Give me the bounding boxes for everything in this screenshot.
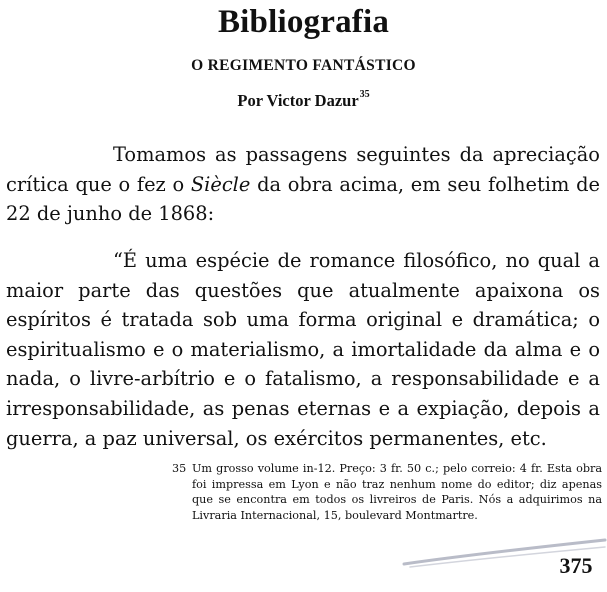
newspaper-name: Siècle bbox=[190, 172, 251, 196]
footnote-reference: 35 bbox=[359, 88, 370, 100]
paragraph-intro-start: Tomamos as passagens seguintes da apreciação crítica que o fez o bbox=[6, 143, 600, 196]
paragraph-intro bbox=[6, 140, 600, 229]
footnote-number: 35 bbox=[172, 462, 187, 475]
page-title: Bibliografia bbox=[217, 4, 390, 40]
paragraph-quote bbox=[6, 246, 600, 453]
paragraph-intro-end: da obra acima, em seu folhetim de 22 de junho de 1868: bbox=[6, 172, 600, 226]
author-name: Por Victor Dazur bbox=[237, 91, 359, 110]
author-line bbox=[0, 88, 607, 111]
footnote-text: Um grosso volume in-12. Preço: 3 fr. 50 c.; pelo correio: 4 fr. Esta obra foi impressa em Lyon e não traz nenhum nome do editor; diz apenas que se encontra em todos os livreiros de Paris. Nós a adquirimos na Livraria Internacional, 15, boulevard Montmartre. bbox=[192, 462, 602, 522]
work-title: O REGIMENTO FANTÁSTICO bbox=[191, 57, 416, 74]
footnote bbox=[172, 461, 602, 523]
quote-text: “É uma espécie de romance filosófico, no qual a maior parte das questões que atualmente apaixona os espíritos é tratada sob uma forma original e dramática; o espiritualismo e o materialismo, a imortalidade da alma e o nada, o livre-arbítrio e o fatalismo, a responsabilidade e a irresponsabilidade, as penas eternas e a expiação, depois a guerra, a paz universal, os exércitos permanentes, etc. bbox=[6, 249, 600, 450]
page-number: 375 bbox=[559, 553, 593, 578]
